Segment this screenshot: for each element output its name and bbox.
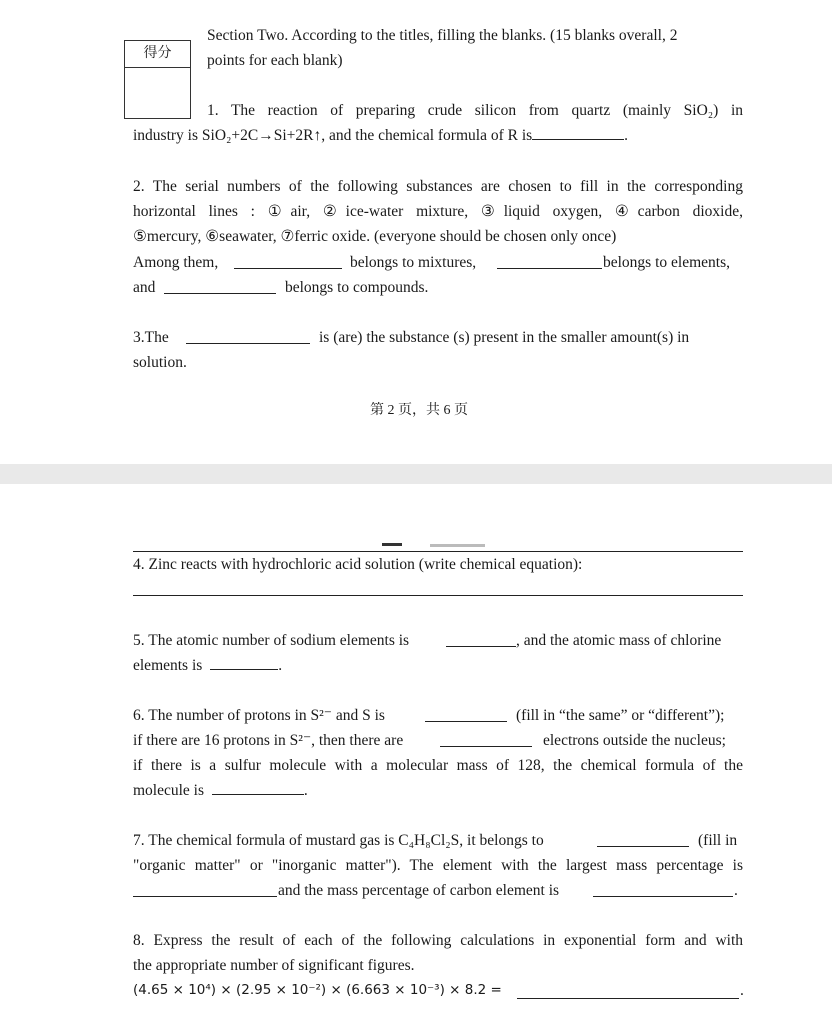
q7-line-3: and the mass percentage of carbon element is: [278, 882, 560, 899]
page-footer: 第 2 页，共 6 页: [370, 403, 468, 418]
q2-line-3: ⑤mercury, ⑥seawater, ⑦ferric oxide. (everyone should be chosen only once): [133, 228, 617, 245]
q7-part-2: (fill in: [698, 832, 738, 849]
q8-line-1: 8. Express the result of each of the following calculations in exponential form and with: [133, 932, 743, 949]
q6-part-3: if there are 16 protons in S²⁻, then there are: [133, 732, 404, 749]
worksheet-page-1: [0, 0, 832, 464]
q8-expression: (4.65 × 10⁴) × (2.95 × 10⁻²) × (6.663 × 10⁻³) × 8.2 =: [133, 982, 502, 998]
q1-line-2-text: industry is SiO₂+2C→Si+2R↑, and the chemical formula of R is: [133, 127, 533, 144]
scan-smudge-faint: [430, 544, 485, 547]
q6-same-different-blank[interactable]: [425, 707, 507, 722]
q7-element-blank[interactable]: [133, 882, 277, 897]
q8-answer-blank[interactable]: [517, 984, 739, 999]
scan-smudge: [382, 543, 402, 546]
q4-answer-line[interactable]: [133, 595, 743, 596]
q7-part-1: 7. The chemical formula of mustard gas is C₄H₈Cl₂S, it belongs to: [133, 832, 544, 849]
q7-period: .: [734, 882, 738, 899]
q6-line-4-text: molecule is: [133, 782, 205, 799]
q6-line-4: molecule is .: [133, 782, 308, 799]
worksheet-page-2: [0, 484, 832, 1024]
q8-line-2: the appropriate number of significant figures.: [133, 957, 415, 974]
q5-atomic-mass-blank[interactable]: [210, 655, 278, 670]
q5-part-1: 5. The atomic number of sodium elements is: [133, 632, 410, 649]
q3-answer-blank[interactable]: [186, 329, 310, 344]
q2-line-1: 2. The serial numbers of the following substances are chosen to fill in the corresponding: [133, 178, 743, 195]
q4-text: 4. Zinc reacts with hydrochloric acid solution (write chemical equation):: [133, 556, 583, 573]
q5-line-2: elements is .: [133, 657, 283, 674]
q2-elements-blank[interactable]: [497, 254, 602, 269]
q7-percentage-blank[interactable]: [593, 882, 733, 897]
q2-elements-label: belongs to elements,: [603, 254, 730, 271]
q3-rest: is (are) the substance (s) present in the smaller amount(s) in: [319, 329, 690, 346]
q1-answer-blank[interactable]: [532, 125, 624, 140]
q2-mixtures-label: belongs to mixtures,: [350, 254, 477, 271]
q2-among: Among them,: [133, 254, 219, 271]
q3-line-2: solution.: [133, 354, 187, 371]
score-box: [124, 40, 191, 119]
q6-part-1: 6. The number of protons in S²⁻ and S is: [133, 707, 385, 724]
q6-formula-blank[interactable]: [212, 780, 304, 795]
q6-line-3: if there is a sulfur molecule with a molecular mass of 128, the chemical formula of the: [133, 757, 743, 774]
score-label: 得分: [125, 41, 190, 68]
section-title-line-2: points for each blank): [207, 52, 343, 69]
q3-prefix: 3.The: [133, 329, 169, 346]
q7-matter-type-blank[interactable]: [597, 832, 689, 847]
q8-period: .: [740, 982, 744, 999]
q5-part-2: , and the atomic mass of chlorine: [516, 632, 722, 649]
q1-line-1: 1. The reaction of preparing crude silicon from quartz (mainly SiO₂) in: [207, 102, 743, 119]
q5-line-2-text: elements is: [133, 657, 203, 674]
q2-compounds-blank[interactable]: [164, 279, 276, 294]
q1-line-2: industry is SiO₂+2C→Si+2R↑, and the chemical formula of R is .: [133, 127, 629, 144]
q6-electrons-blank[interactable]: [440, 732, 532, 747]
q5-atomic-number-blank[interactable]: [446, 632, 516, 647]
q2-mixtures-blank[interactable]: [234, 254, 342, 269]
q2-line-2: horizontal lines : ①air, ②ice-water mixture, ③liquid oxygen, ④carbon dioxide,: [133, 203, 743, 220]
q2-compounds-label: belongs to compounds.: [285, 279, 429, 296]
q6-part-2: (fill in “the same” or “different”);: [516, 707, 725, 724]
q2-and: and: [133, 279, 156, 296]
section-title-line-1: Section Two. According to the titles, filling the blanks. (15 blanks overall, 2: [207, 27, 678, 44]
q6-part-4: electrons outside the nucleus;: [543, 732, 726, 749]
q7-line-2: "organic matter" or "inorganic matter"). The element with the largest mass percentage is: [133, 857, 743, 874]
